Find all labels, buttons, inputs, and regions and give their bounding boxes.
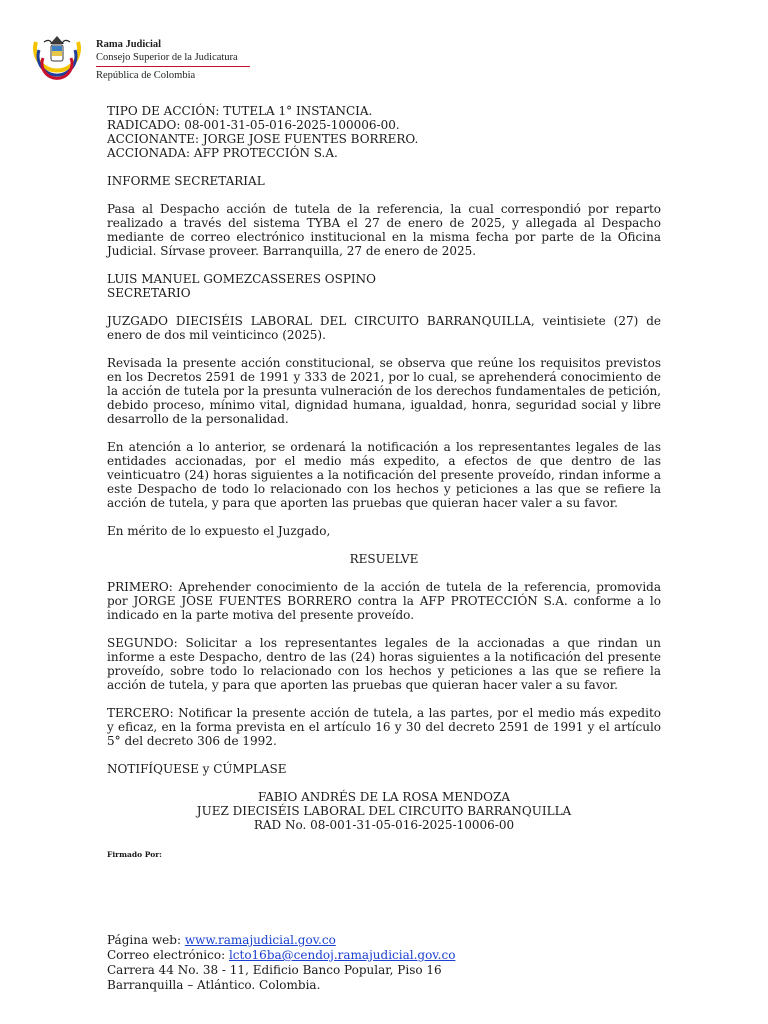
segundo-paragraph: SEGUNDO: Solicitar a los representantes legales de la accionadas a que rindan un informe a este Despacho, dentro de las (24) horas siguientes a la notificación del presente proveído, sobre todo lo relacionado con los hechos y peticiones a las que se refiere la acción de tutela, y para que aporten las pruebas que quieran hacer valer a su favor. (107, 636, 661, 692)
informe-body: Pasa al Despacho acción de tutela de la referencia, la cual correspondió por reparto realizado a través del sistema TYBA el 27 de enero de 2025, y allegada al Despacho mediante de correo electrónico institucional en la misma fecha por parte de la Oficina Judicial. Sírvase proveer. Barranquilla, 27 de enero de 2025. (107, 202, 661, 258)
header-radicado: RADICADO: 08-001-31-05-016-2025-100006-00. (107, 118, 400, 132)
letterhead (26, 28, 266, 88)
colombia-coat-of-arms-logo (26, 28, 88, 88)
footer-address: Carrera 44 No. 38 - 11, Edificio Banco Popular, Piso 16 (107, 963, 442, 977)
paragraph-2: En atención a lo anterior, se ordenará la notificación a los representantes legales de las entidades accionadas, por el medio más expedito, a efectos de que dentro de las veinticuatro (24) horas siguientes a la notificación del presente proveído, rindan informe a este Despacho de todo lo relacionado con los hechos y peticiones a las que se refiere la acción de tutela, y para que aporten las pruebas que quieran hacer valer a su favor. (107, 440, 661, 510)
secretario-title: SECRETARIO (107, 286, 191, 300)
letterhead-line-2: Consejo Superior de la Judicatura (96, 52, 238, 63)
footer (107, 933, 455, 993)
website-link[interactable]: www.ramajudicial.gov.co (184, 933, 336, 947)
document-body (107, 104, 661, 862)
primero-paragraph: PRIMERO: Aprehender conocimiento de la acción de tutela de la referencia, promovida por JORGE JOSE FUENTES BORRERO contra la AFP PROTECCIÓN S.A. conforme a lo indicado en la parte motiva del presente proveído. (107, 580, 661, 622)
notifiquese: NOTIFÍQUESE y CÚMPLASE (107, 762, 287, 776)
juzgado-intro: JUZGADO DIECISÉIS LABORAL DEL CIRCUITO BARRANQUILLA, veintisiete (27) de enero de dos mil veinticinco (2025). (107, 314, 661, 342)
signature-name: FABIO ANDRÉS DE LA ROSA MENDOZA (257, 790, 510, 804)
header-accionada: ACCIONADA: AFP PROTECCIÓN S.A. (107, 146, 338, 160)
footer-email-label: Correo electrónico: (107, 948, 229, 962)
informe-title: INFORME SECRETARIAL (107, 174, 265, 188)
letterhead-divider (96, 66, 250, 67)
footer-city: Barranquilla – Atlántico. Colombia. (107, 978, 321, 992)
header-tipo: TIPO DE ACCIÓN: TUTELA 1° INSTANCIA. (107, 104, 373, 118)
signature-rad: RAD No. 08-001-31-05-016-2025-10006-00 (253, 818, 515, 832)
resuelve-heading: RESUELVE (349, 552, 419, 566)
tercero-paragraph: TERCERO: Notificar la presente acción de tutela, a las partes, por el medio más expedito y eficaz, en la forma prevista en el artículo 16 y 30 del decreto 2591 de 1991 y el artículo 5° del decreto 306 de 1992. (107, 706, 661, 748)
secretario-name: LUIS MANUEL GOMEZCASSERES OSPINO (107, 272, 376, 286)
signature-title: JUEZ DIECISÉIS LABORAL DEL CIRCUITO BARRANQUILLA (196, 804, 572, 818)
firmado-por-label: Firmado Por: (107, 850, 162, 859)
paragraph-3: En mérito de lo expuesto el Juzgado, (107, 524, 331, 538)
letterhead-text (96, 38, 250, 82)
letterhead-line-1: Rama Judicial (96, 39, 162, 50)
letterhead-line-3: República de Colombia (96, 70, 196, 81)
paragraph-1: Revisada la presente acción constitucional, se observa que reúne los requisitos previstos en los Decretos 2591 de 1991 y 333 de 2021, por lo cual, se aprehenderá conocimiento de la acción de tutela por la presunta vulneración de los derechos fundamentales de petición, debido proceso, mínimo vital, dignidad humana, igualdad, honra, seguridad social y libre desarrollo de la personalidad. (107, 356, 661, 426)
header-accionante: ACCIONANTE: JORGE JOSE FUENTES BORRERO. (107, 132, 419, 146)
footer-web-label: Página web: (107, 933, 185, 947)
footer-web-line (107, 933, 455, 948)
footer-email-line (107, 948, 455, 963)
email-link[interactable]: lcto16ba@cendoj.ramajudicial.gov.co (228, 948, 456, 962)
